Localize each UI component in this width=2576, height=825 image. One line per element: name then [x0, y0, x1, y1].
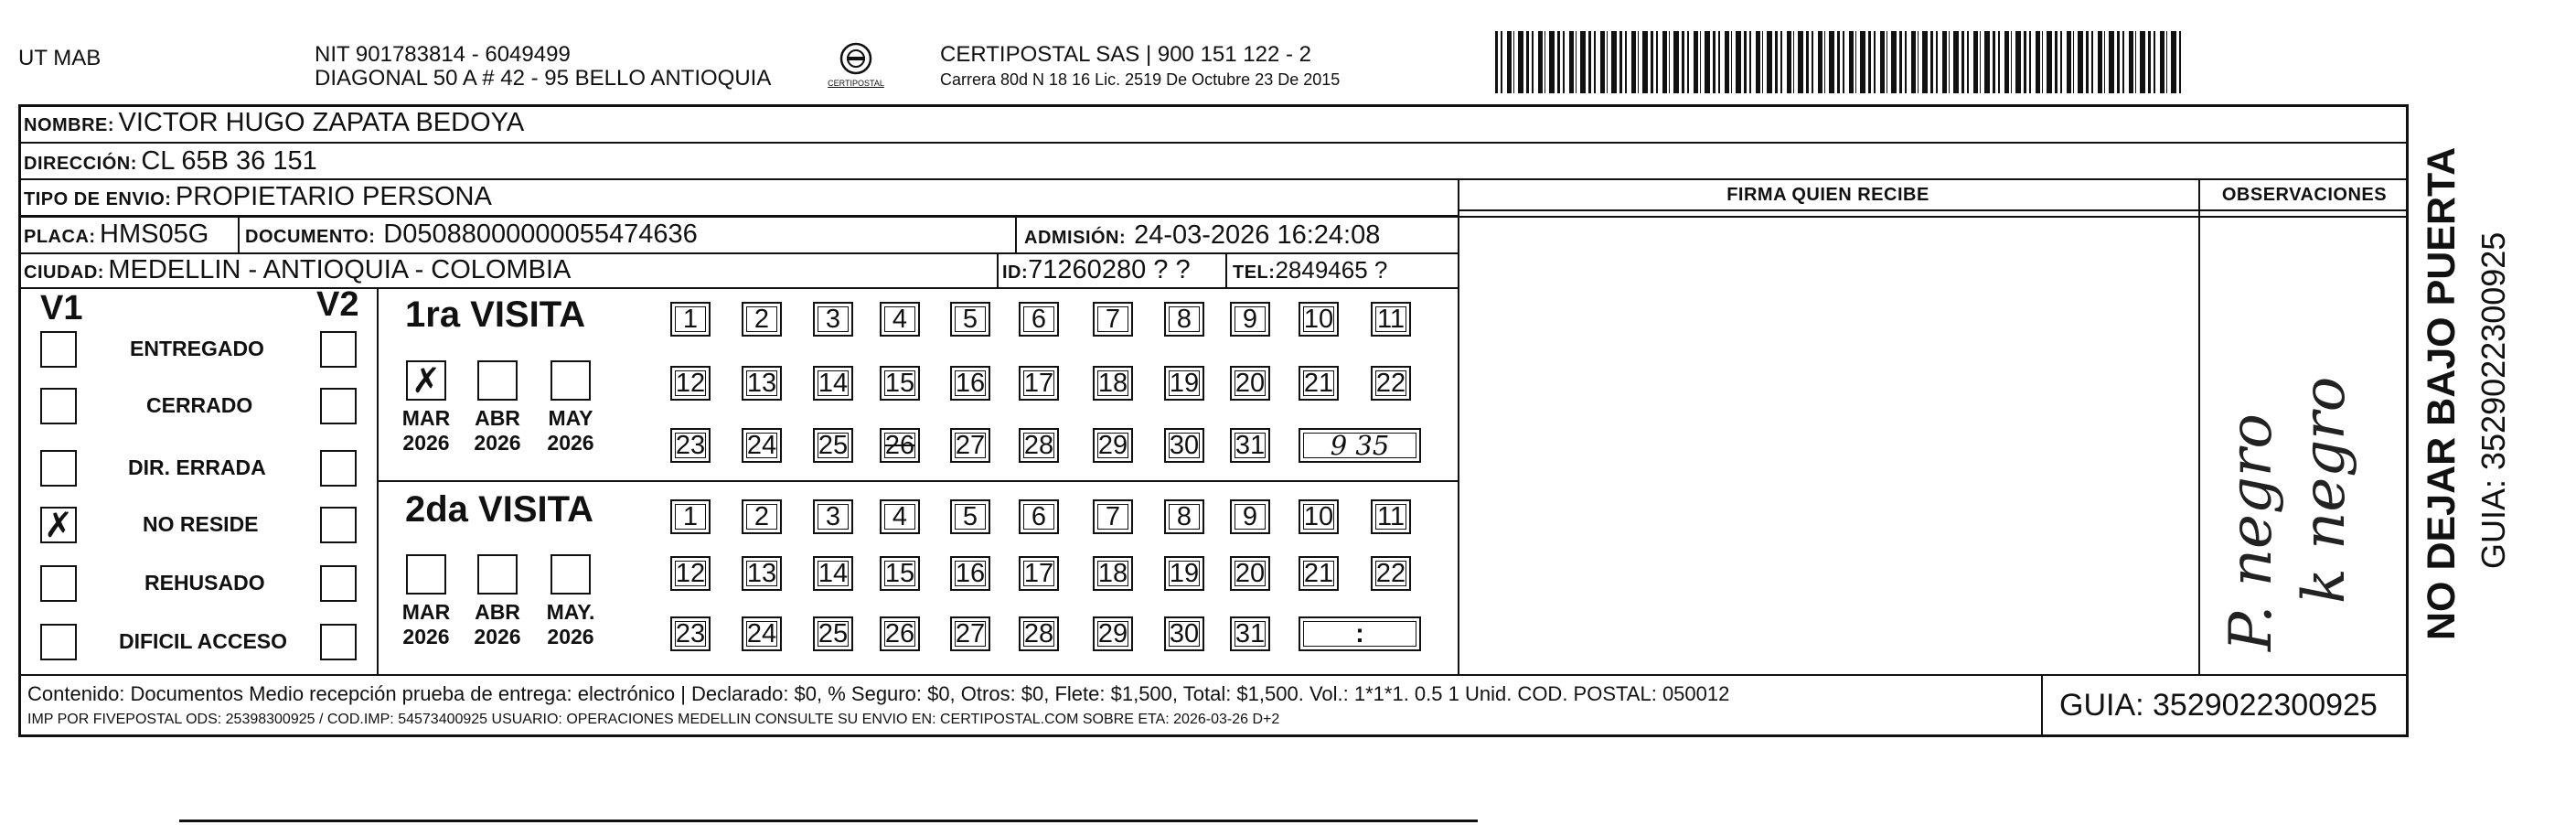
day-box[interactable]: 2 [742, 302, 782, 337]
day-box[interactable]: 8 [1164, 499, 1204, 534]
v1-checkbox[interactable] [40, 624, 77, 660]
day-box[interactable]: 8 [1164, 302, 1204, 337]
nombre-label: NOMBRE: [24, 115, 115, 135]
status-label: DIR. ERRADA [128, 455, 266, 479]
day-box[interactable]: 20 [1230, 556, 1270, 591]
month-label: MAY. [546, 600, 595, 624]
day-box[interactable]: 15 [880, 556, 920, 591]
month-checkbox[interactable] [406, 554, 446, 595]
recipient-phone: 2849465 ? [1275, 256, 1388, 284]
day-box[interactable]: 28 [1019, 428, 1059, 463]
day-box[interactable]: 13 [742, 366, 782, 401]
v1-checkbox[interactable] [40, 450, 77, 487]
day-box[interactable]: 5 [950, 302, 990, 337]
day-box[interactable]: 19 [1164, 366, 1204, 401]
day-box[interactable]: 5 [950, 499, 990, 534]
first-visit-title: 1ra VISITA [405, 295, 586, 335]
day-box[interactable]: 29 [1093, 428, 1133, 463]
check-mark-icon: ✗ [412, 360, 441, 401]
day-box[interactable]: 10 [1299, 302, 1339, 337]
day-box[interactable]: 21 [1299, 366, 1339, 401]
v2-checkbox[interactable] [320, 565, 357, 602]
status-label: CERRADO [146, 393, 253, 417]
month-checkbox[interactable] [477, 554, 518, 595]
day-box[interactable]: 18 [1093, 556, 1133, 591]
month-checkbox[interactable] [406, 360, 446, 401]
day-box[interactable]: 16 [950, 366, 990, 401]
check-mark-icon: ✗ [44, 505, 73, 545]
shipment-type: PROPIETARIO PERSONA [175, 182, 492, 211]
day-box[interactable]: 18 [1093, 366, 1133, 401]
day-box[interactable]: 24 [742, 428, 782, 463]
status-label: DIFICIL ACCESO [119, 629, 288, 653]
day-box[interactable]: 9 [1230, 302, 1270, 337]
day-box[interactable]: 28 [1019, 616, 1059, 651]
day-box[interactable]: 29 [1093, 616, 1133, 651]
sender-nit: NIT 901783814 - 6049499 [315, 42, 571, 67]
recipient-id: 71260280 ? ? [1028, 255, 1191, 284]
v2-checkbox[interactable] [320, 507, 357, 543]
documento-label: DOCUMENTO: [245, 227, 376, 247]
month-label: MAR [401, 600, 451, 624]
day-box[interactable]: 12 [670, 556, 711, 591]
day-box[interactable]: 20 [1230, 366, 1270, 401]
v1-checkbox[interactable] [40, 565, 77, 602]
day-box[interactable]: 21 [1299, 556, 1339, 591]
month-label: MAY [548, 406, 593, 430]
second-visit-title: 2da VISITA [405, 489, 593, 530]
v2-checkbox[interactable] [320, 331, 357, 368]
day-box[interactable]: 6 [1019, 302, 1059, 337]
day-box[interactable]: 19 [1164, 556, 1204, 591]
observation-handwriting-1: P. negro [2218, 413, 2285, 651]
day-box[interactable]: 23 [670, 616, 711, 651]
tel-label: TEL: [1233, 262, 1276, 283]
id-label: ID: [1002, 262, 1029, 283]
side-warning: NO DEJAR BAJO PUERTA [2420, 146, 2464, 640]
day-box[interactable]: 27 [950, 616, 990, 651]
year-label: 2026 [402, 431, 450, 455]
day-box[interactable]: 3 [813, 499, 853, 534]
status-label: ENTREGADO [130, 337, 264, 360]
day-box[interactable]: 4 [880, 302, 920, 337]
day-box[interactable]: 11 [1371, 302, 1411, 337]
day-box[interactable]: 12 [670, 366, 711, 401]
carrier-address: Carrera 80d N 18 16 Lic. 2519 De Octubre 23 De 2015 [940, 70, 1341, 89]
v1-header: V1 [40, 289, 83, 327]
day-box[interactable]: 3 [813, 302, 853, 337]
ciudad-label: CIUDAD: [24, 262, 104, 283]
day-box[interactable]: 26 [880, 616, 920, 651]
day-box[interactable]: 14 [813, 556, 853, 591]
v2-checkbox[interactable] [320, 450, 357, 487]
admision-label: ADMISIÓN: [1024, 228, 1127, 248]
day-box[interactable]: 22 [1371, 556, 1411, 591]
sender-address: DIAGONAL 50 A # 42 - 95 BELLO ANTIOQUIA [315, 66, 772, 91]
tipo-envio-label: TIPO DE ENVIO: [24, 189, 172, 209]
year-label: 2026 [547, 625, 594, 648]
v1-checkbox[interactable] [40, 388, 77, 424]
footer-content: Contenido: Documentos Medio recepción prueba de entrega: electrónico | Declarado: $0, % Seguro: $0, Otros: $0, Flete: $1,500, Total: $1,500. Vol.: 1*1*1. 0.5 1 Unid. COD. POSTAL: 050012 [27, 682, 1730, 705]
footer-guia: GUIA: 3529022300925 [2059, 688, 2378, 723]
day-box[interactable]: 24 [742, 616, 782, 651]
day-box[interactable]: 16 [950, 556, 990, 591]
sender-name: UT MAB [18, 46, 102, 70]
document-number: D05088000000055474636 [383, 220, 698, 249]
v1-checkbox[interactable] [40, 331, 77, 368]
year-label: 2026 [474, 431, 521, 455]
v2-checkbox[interactable] [320, 388, 357, 424]
second-visit-time[interactable]: : [1299, 616, 1421, 651]
day-box[interactable]: 1 [670, 302, 711, 337]
v1-checkbox[interactable] [40, 507, 77, 543]
status-label: REHUSADO [144, 571, 265, 595]
month-label: MAR [401, 406, 451, 430]
day-box[interactable]: 23 [670, 428, 711, 463]
plate-number: HMS05G [100, 220, 209, 249]
city: MEDELLIN - ANTIOQUIA - COLOMBIA [108, 255, 572, 284]
day-box[interactable]: 31 [1230, 616, 1270, 651]
recipient-address: CL 65B 36 151 [141, 146, 317, 176]
placa-label: PLACA: [24, 227, 96, 247]
day-box[interactable]: 25 [813, 616, 853, 651]
logo-text: CERTIPOSTAL [828, 79, 884, 88]
v2-header: V2 [316, 285, 359, 324]
side-guia: GUIA: 3529022300925 [2474, 231, 2512, 569]
month-checkbox[interactable] [477, 360, 518, 401]
day-box[interactable]: 1 [670, 499, 711, 534]
observaciones-header: OBSERVACIONES [2221, 185, 2388, 205]
observation-handwriting-2: k negro [2291, 376, 2358, 604]
day-box[interactable]: 17 [1019, 366, 1059, 401]
year-label: 2026 [402, 625, 450, 648]
day-box[interactable]: 17 [1019, 556, 1059, 591]
footer-print-info: IMP POR FIVEPOSTAL ODS: 25398300925 / COD.IMP: 54573400925 USUARIO: OPERACIONES MEDELLIN CONSULTE SU ENVIO EN: CERTIPOSTAL.COM SOBRE ETA: 2026-03-26 D+2 [27, 712, 1280, 727]
day-box[interactable]: 9 [1230, 499, 1270, 534]
recipient-name: VICTOR HUGO ZAPATA BEDOYA [118, 108, 525, 137]
day-box[interactable]: 30 [1164, 616, 1204, 651]
day-box-marked[interactable]: 26 [880, 428, 920, 463]
year-label: 2026 [474, 625, 521, 648]
month-checkbox[interactable] [550, 360, 591, 401]
firma-header: FIRMA QUIEN RECIBE [1726, 185, 1929, 205]
day-box[interactable]: 25 [813, 428, 853, 463]
day-box[interactable]: 2 [742, 499, 782, 534]
day-box[interactable]: 13 [742, 556, 782, 591]
day-box[interactable]: 7 [1093, 499, 1133, 534]
carrier-name: CERTIPOSTAL SAS | 900 151 122 - 2 [940, 42, 1311, 67]
first-visit-time[interactable]: 9 35 [1299, 428, 1421, 463]
day-box[interactable]: 22 [1371, 366, 1411, 401]
certipostal-logo [819, 38, 893, 93]
month-checkbox[interactable] [550, 554, 591, 595]
day-box[interactable]: 14 [813, 366, 853, 401]
day-box[interactable]: 15 [880, 366, 920, 401]
day-box[interactable]: 30 [1164, 428, 1204, 463]
month-label: ABR [475, 406, 520, 430]
day-box[interactable]: 11 [1371, 499, 1411, 534]
day-box[interactable]: 10 [1299, 499, 1339, 534]
admission-date: 24-03-2026 16:24:08 [1134, 220, 1381, 250]
v2-checkbox[interactable] [320, 624, 357, 660]
day-box[interactable]: 31 [1230, 428, 1270, 463]
day-box[interactable]: 7 [1093, 302, 1133, 337]
day-box[interactable]: 4 [880, 499, 920, 534]
day-box[interactable]: 6 [1019, 499, 1059, 534]
barcode [1495, 31, 2181, 93]
status-label: NO RESIDE [143, 512, 259, 536]
direccion-label: DIRECCIÓN: [24, 154, 137, 174]
day-box[interactable]: 27 [950, 428, 990, 463]
year-label: 2026 [547, 431, 594, 455]
month-label: ABR [475, 600, 520, 624]
